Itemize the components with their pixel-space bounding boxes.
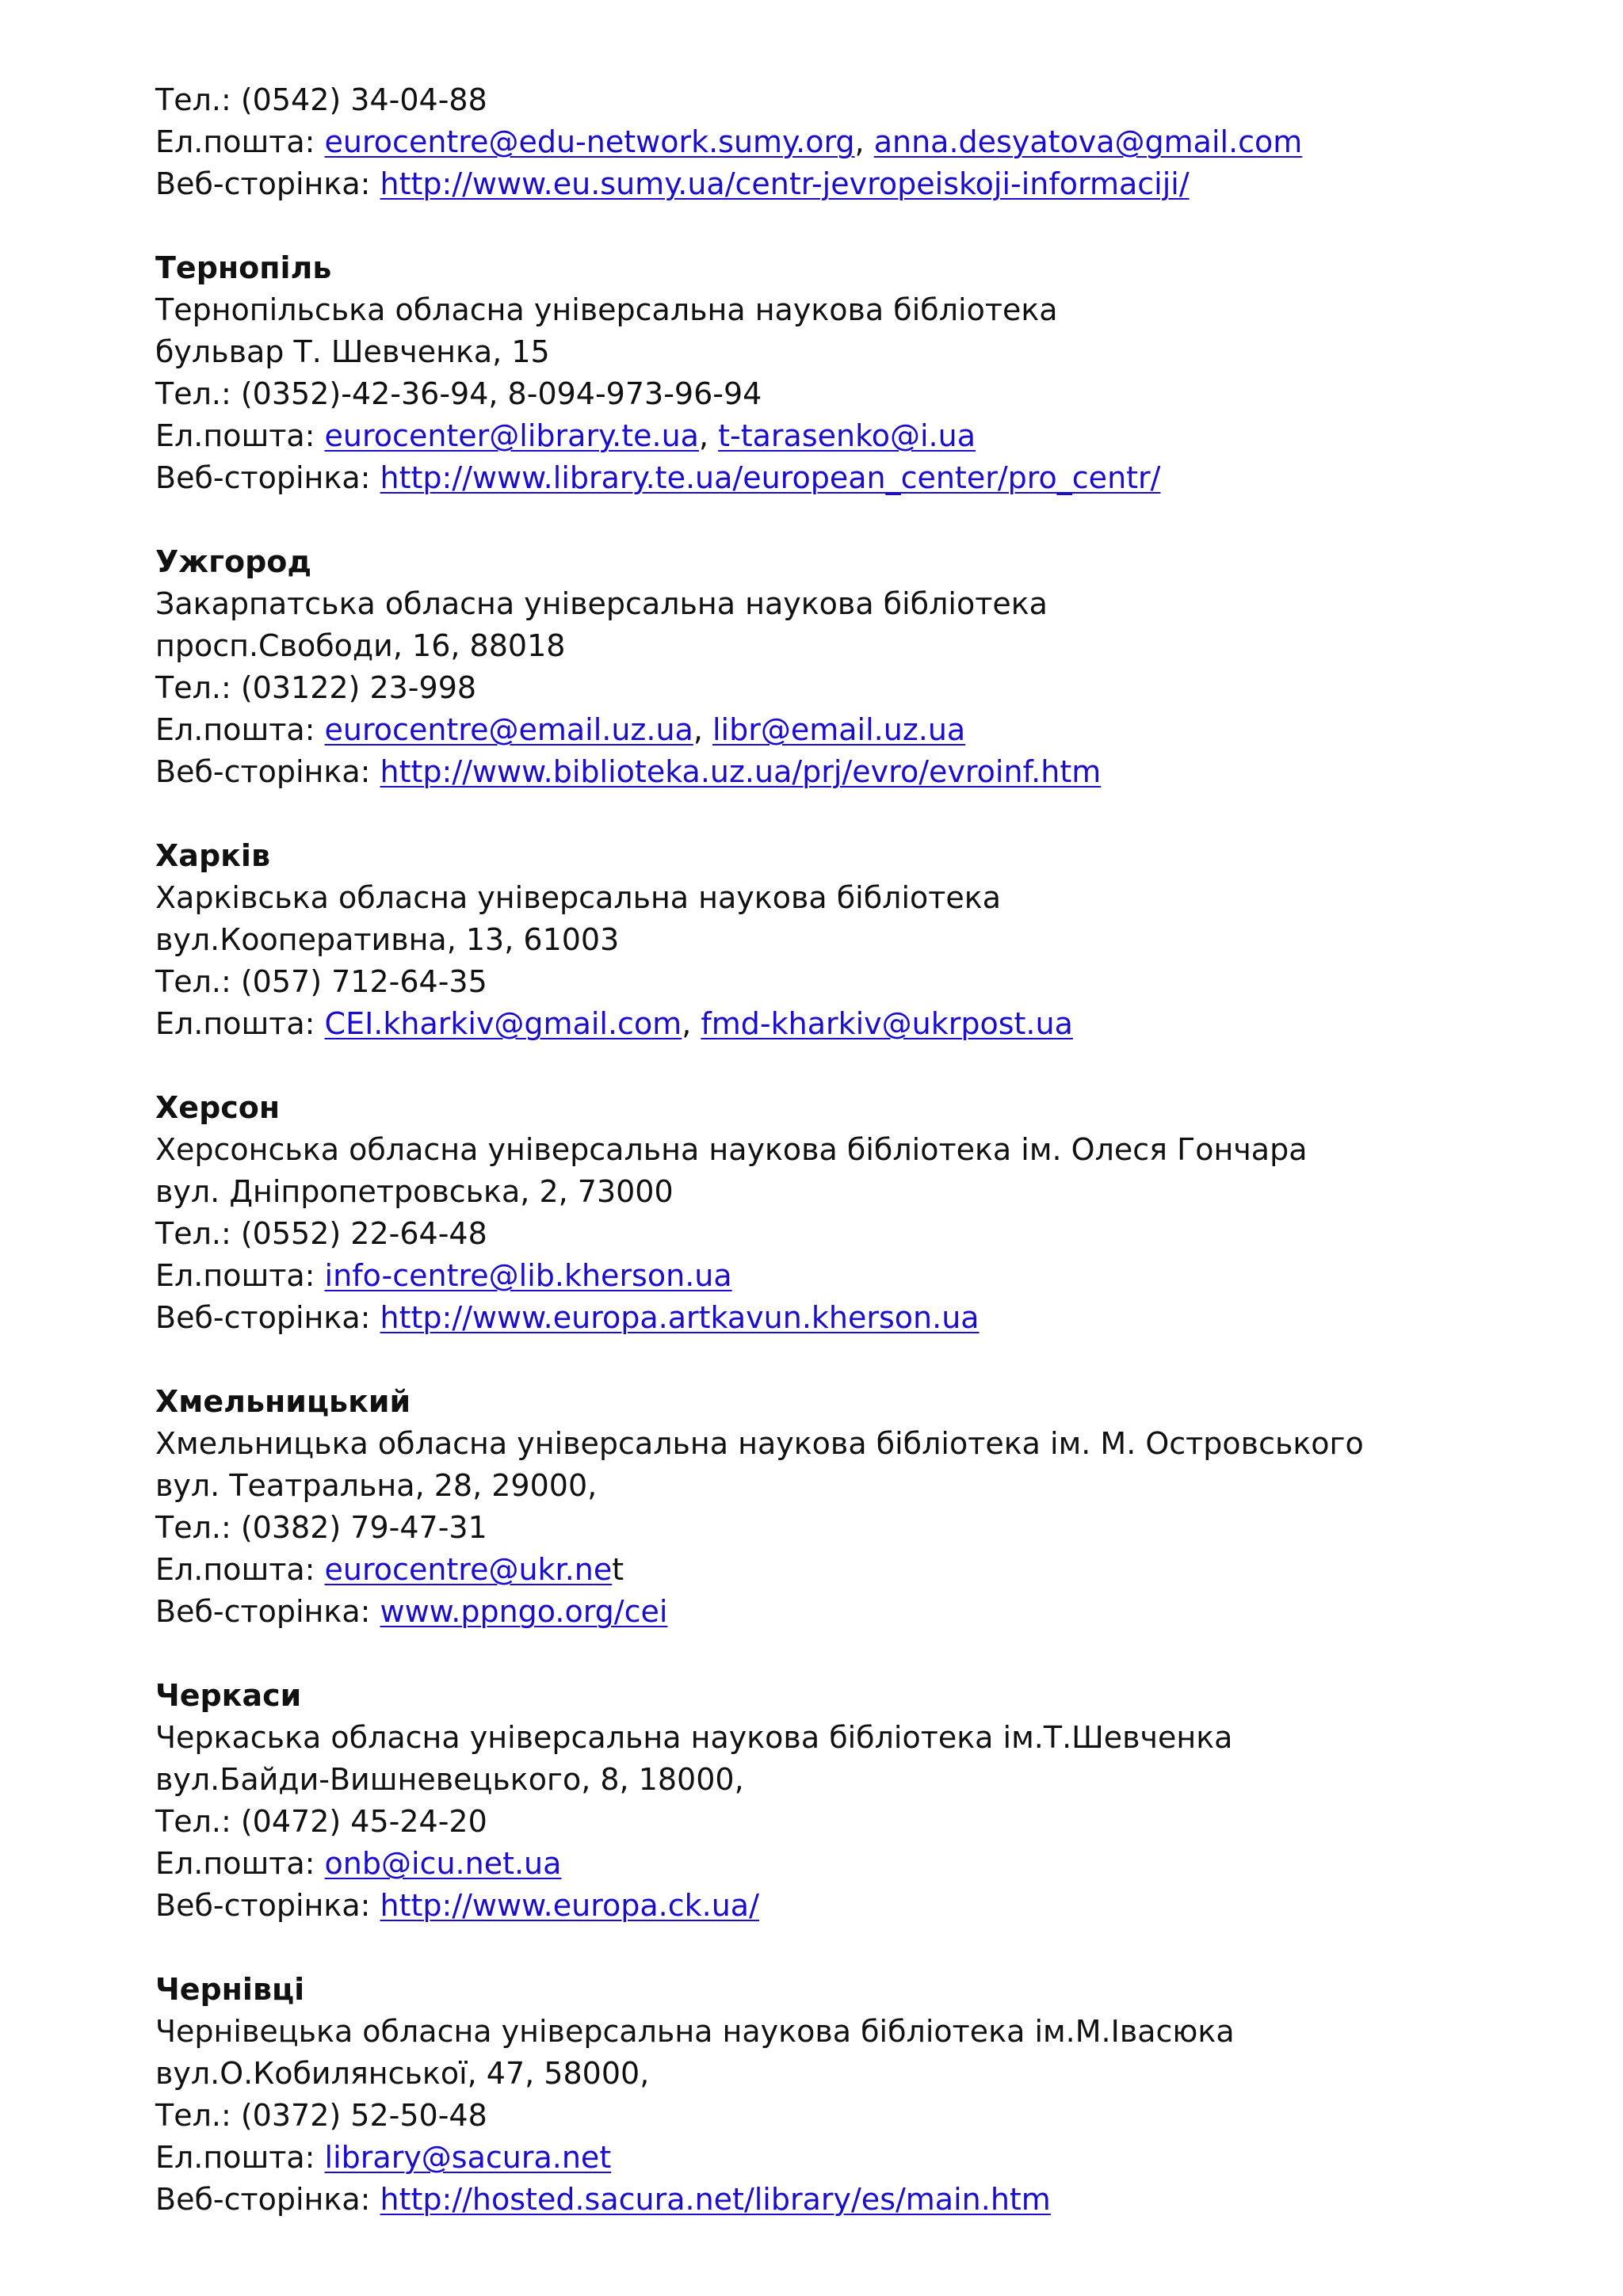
email-line: [155, 2137, 1550, 2179]
address: просп.Свободи, 16, 88018: [155, 628, 566, 663]
email-label: Ел.пошта:: [155, 1552, 325, 1587]
phone-value: (057) 712-64-35: [240, 964, 487, 999]
web-link[interactable]: http://www.europa.ck.ua/: [380, 1888, 759, 1923]
phone-label: Тел.:: [155, 376, 241, 411]
web-line: [155, 1297, 1550, 1339]
email-label: Ел.пошта:: [155, 1258, 325, 1293]
phone-label: Тел.:: [155, 670, 241, 705]
email-link[interactable]: eurocenter@library.te.ua: [324, 418, 699, 453]
phone-label: Тел.:: [155, 82, 241, 117]
email-line: [155, 1549, 1550, 1591]
email-link[interactable]: CEI.kharkiv@gmail.com: [324, 1006, 682, 1041]
address: вул.О.Кобилянської, 47, 58000,: [155, 2056, 650, 2091]
address: бульвар Т. Шевченка, 15: [155, 334, 550, 369]
phone-value: (0542) 34-04-88: [240, 82, 487, 117]
web-link[interactable]: http://www.europa.artkavun.kherson.ua: [380, 1300, 980, 1335]
email-line: [155, 1255, 1550, 1297]
separator: ,: [854, 124, 874, 159]
separator: ,: [682, 1006, 701, 1041]
email-link[interactable]: t-tarasenko@i.ua: [718, 418, 976, 453]
web-link[interactable]: http://www.eu.sumy.ua/centr-jevropeiskoji-informaciji/: [380, 166, 1190, 201]
email-line: [155, 415, 1550, 457]
web-label: Веб-сторінка:: [155, 166, 380, 201]
library-name: Закарпатська обласна універсальна наукова бібліотека: [155, 586, 1048, 621]
web-label: Веб-сторінка:: [155, 2182, 380, 2217]
city-heading: Чернівці: [155, 1972, 305, 2007]
email-link[interactable]: anna.desyatova@gmail.com: [873, 124, 1303, 159]
phone-line: [155, 1213, 1550, 1255]
phone-line: [155, 667, 1550, 709]
web-line: [155, 2179, 1550, 2221]
separator: ,: [693, 712, 712, 747]
phone-line: [155, 1801, 1550, 1843]
email-label: Ел.пошта:: [155, 1006, 325, 1041]
library-name: Херсонська обласна універсальна наукова бібліотека ім. Олеся Гончара: [155, 1132, 1308, 1167]
web-link[interactable]: http://www.biblioteka.uz.ua/prj/evro/evroinf.htm: [380, 754, 1102, 789]
email-label: Ел.пошта:: [155, 418, 325, 453]
email-link[interactable]: eurocentre@email.uz.ua: [324, 712, 693, 747]
web-label: Веб-сторінка:: [155, 1300, 380, 1335]
email-label: Ел.пошта:: [155, 124, 325, 159]
web-label: Веб-сторінка:: [155, 1888, 380, 1923]
library-name: Хмельницька обласна універсальна наукова бібліотека ім. М. Островського: [155, 1426, 1364, 1461]
library-name: Чернівецька обласна універсальна наукова бібліотека ім.М.Івасюка: [155, 2014, 1235, 2049]
email-link[interactable]: fmd-kharkiv@ukrpost.ua: [701, 1006, 1073, 1041]
web-link[interactable]: http://www.library.te.ua/european_center/pro_centr/: [380, 460, 1161, 495]
city-heading: Черкаси: [155, 1678, 302, 1713]
email-link[interactable]: info-centre@lib.kherson.ua: [324, 1258, 732, 1293]
phone-label: Тел.:: [155, 1510, 241, 1545]
phone-line: [155, 79, 1550, 121]
city-heading: Ужгород: [155, 544, 312, 579]
web-line: [155, 163, 1550, 205]
document-page: [155, 79, 1550, 2221]
web-link[interactable]: http://hosted.sacura.net/library/es/main.htm: [380, 2182, 1051, 2217]
email-link[interactable]: libr@email.uz.ua: [712, 712, 966, 747]
city-heading: Херсон: [155, 1090, 281, 1125]
city-heading: Тернопіль: [155, 250, 332, 285]
email-label: Ел.пошта:: [155, 712, 325, 747]
web-label: Веб-сторінка:: [155, 460, 380, 495]
phone-line: [155, 961, 1550, 1003]
address: вул.Кооперативна, 13, 61003: [155, 922, 620, 957]
library-name: Черкаська обласна універсальна наукова бібліотека ім.Т.Шевченка: [155, 1720, 1233, 1755]
email-label: Ел.пошта:: [155, 2140, 325, 2175]
phone-value: (0552) 22-64-48: [240, 1216, 487, 1251]
web-link[interactable]: www.ppngo.org/cei: [380, 1594, 668, 1629]
phone-value: (0372) 52-50-48: [240, 2098, 487, 2133]
email-line: [155, 709, 1550, 751]
address: вул.Байди-Вишневецького, 8, 18000,: [155, 1762, 744, 1797]
phone-value: (0382) 79-47-31: [240, 1510, 487, 1545]
library-name: Харківська обласна універсальна наукова бібліотека: [155, 880, 1002, 915]
city-heading: Харків: [155, 838, 271, 873]
web-line: [155, 1591, 1550, 1633]
phone-line: [155, 2095, 1550, 2137]
email-line: [155, 121, 1550, 163]
email-line: [155, 1843, 1550, 1885]
email-link[interactable]: onb@icu.net.ua: [324, 1846, 562, 1881]
email-link[interactable]: library@sacura.net: [324, 2140, 612, 2175]
phone-line: [155, 373, 1550, 415]
email-label: Ел.пошта:: [155, 1846, 325, 1881]
phone-line: [155, 1507, 1550, 1549]
city-heading: Хмельницький: [155, 1384, 411, 1419]
web-label: Веб-сторінка:: [155, 754, 380, 789]
email-link[interactable]: eurocentre@edu-network.sumy.org: [324, 124, 855, 159]
address: вул. Театральна, 28, 29000,: [155, 1468, 598, 1503]
separator: ,: [698, 418, 719, 453]
web-label: Веб-сторінка:: [155, 1594, 380, 1629]
email-suffix: t: [612, 1552, 624, 1587]
email-line: [155, 1003, 1550, 1045]
phone-label: Тел.:: [155, 1216, 241, 1251]
phone-label: Тел.:: [155, 1804, 241, 1839]
web-line: [155, 751, 1550, 793]
phone-label: Тел.:: [155, 964, 241, 999]
address: вул. Дніпропетровська, 2, 73000: [155, 1174, 674, 1209]
phone-label: Тел.:: [155, 2098, 241, 2133]
phone-value: (03122) 23-998: [240, 670, 477, 705]
web-line: [155, 457, 1550, 499]
web-line: [155, 1885, 1550, 1927]
email-link[interactable]: eurocentre@ukr.ne: [324, 1552, 613, 1587]
phone-value: (0472) 45-24-20: [240, 1804, 487, 1839]
library-name: Тернопільська обласна універсальна наукова бібліотека: [155, 292, 1058, 327]
phone-value: (0352)-42-36-94, 8-094-973-96-94: [240, 376, 762, 411]
